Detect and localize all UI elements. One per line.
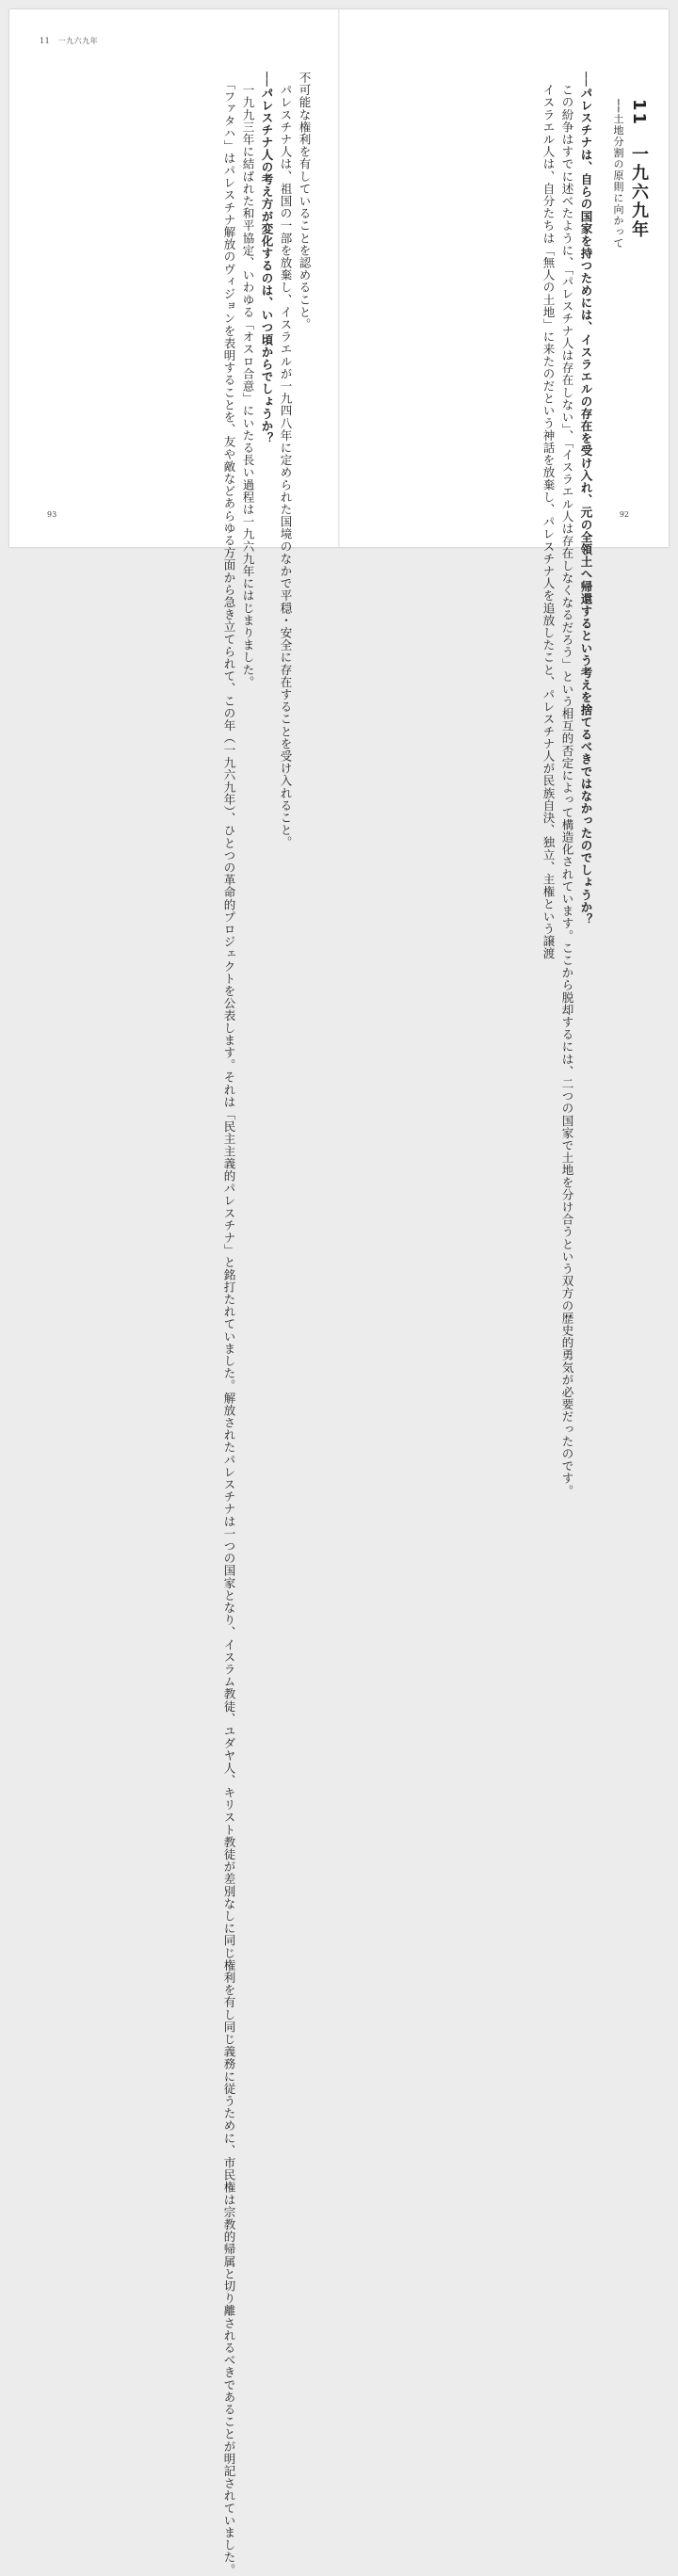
- page-number: 92: [619, 510, 629, 519]
- paragraph: 一九九三年に結ばれた和平協定、いわゆる「オスロ合意」にいたる長い過程は一九六九年にはじまりました。: [241, 72, 255, 688]
- paragraph: 不可能な権利を有していることを認めること。: [298, 72, 312, 331]
- running-head: 11 一九六九年: [40, 37, 99, 45]
- paragraph: パレスチナ人は、祖国の一部を放棄し、イスラエルが一九四八年に定められた国境のなかで平穏・安全に存在することを受け入れること。: [279, 72, 293, 849]
- paragraph: イスラエル人は、自分たちは「無人の土地」に来たのだという神話を放棄し、パレスチナ人を追放したこと、パレスチナ人が民族自決、独立、主権という譲渡: [541, 72, 556, 960]
- chapter-subtitle: ──土地分割の原則に向かって: [612, 99, 624, 250]
- section-heading: ──パレスチナは、自らの国家を持つためには、イスラエルの存在を受け入れ、元の全領土へ帰還するという考えを捨てるべきではなかったのでしょうか？: [579, 72, 593, 926]
- chapter-heading: [609, 99, 650, 457]
- body-text-right: [539, 72, 595, 1497]
- left-page: [9, 9, 338, 2576]
- body-text-left: [219, 72, 314, 2576]
- page-number: 93: [47, 510, 57, 519]
- paragraph: 「ファタハ」はパレスチナ解放のヴィジョンを表明することを、友や敵などあらゆる方面から急き立てられて、この年（一九六九年）、ひとつの革命的プロジェクトを公表します。それは「民主主義的パレスチナ」と銘打たれていました。解放されたパレスチナは一つの国家となり、イスラム教徒、ユダヤ人、キリスト教徒が差別なしに同じ権利を有し同じ義務に従うために、市民権は宗教的帰属と切り離されるべきであることが明記されていました。: [222, 72, 236, 2576]
- right-page: [340, 9, 669, 1497]
- book-spread: [9, 9, 669, 2576]
- chapter-title: 11 一九六九年: [629, 99, 649, 240]
- paragraph: この紛争はすでに述べたように、「パレスチナ人は存在しない」、「イスラエル人は存在しなくなるだろう」という相互的否定によって構造化されています。ここから脱却するには、二つの国家で土地を分け合うという双方の歴史的勇気が必要だったのです。: [560, 72, 574, 1497]
- section-heading: ──パレスチナ人の考え方が変化するのは、いつ頃からでしょうか？: [260, 72, 274, 445]
